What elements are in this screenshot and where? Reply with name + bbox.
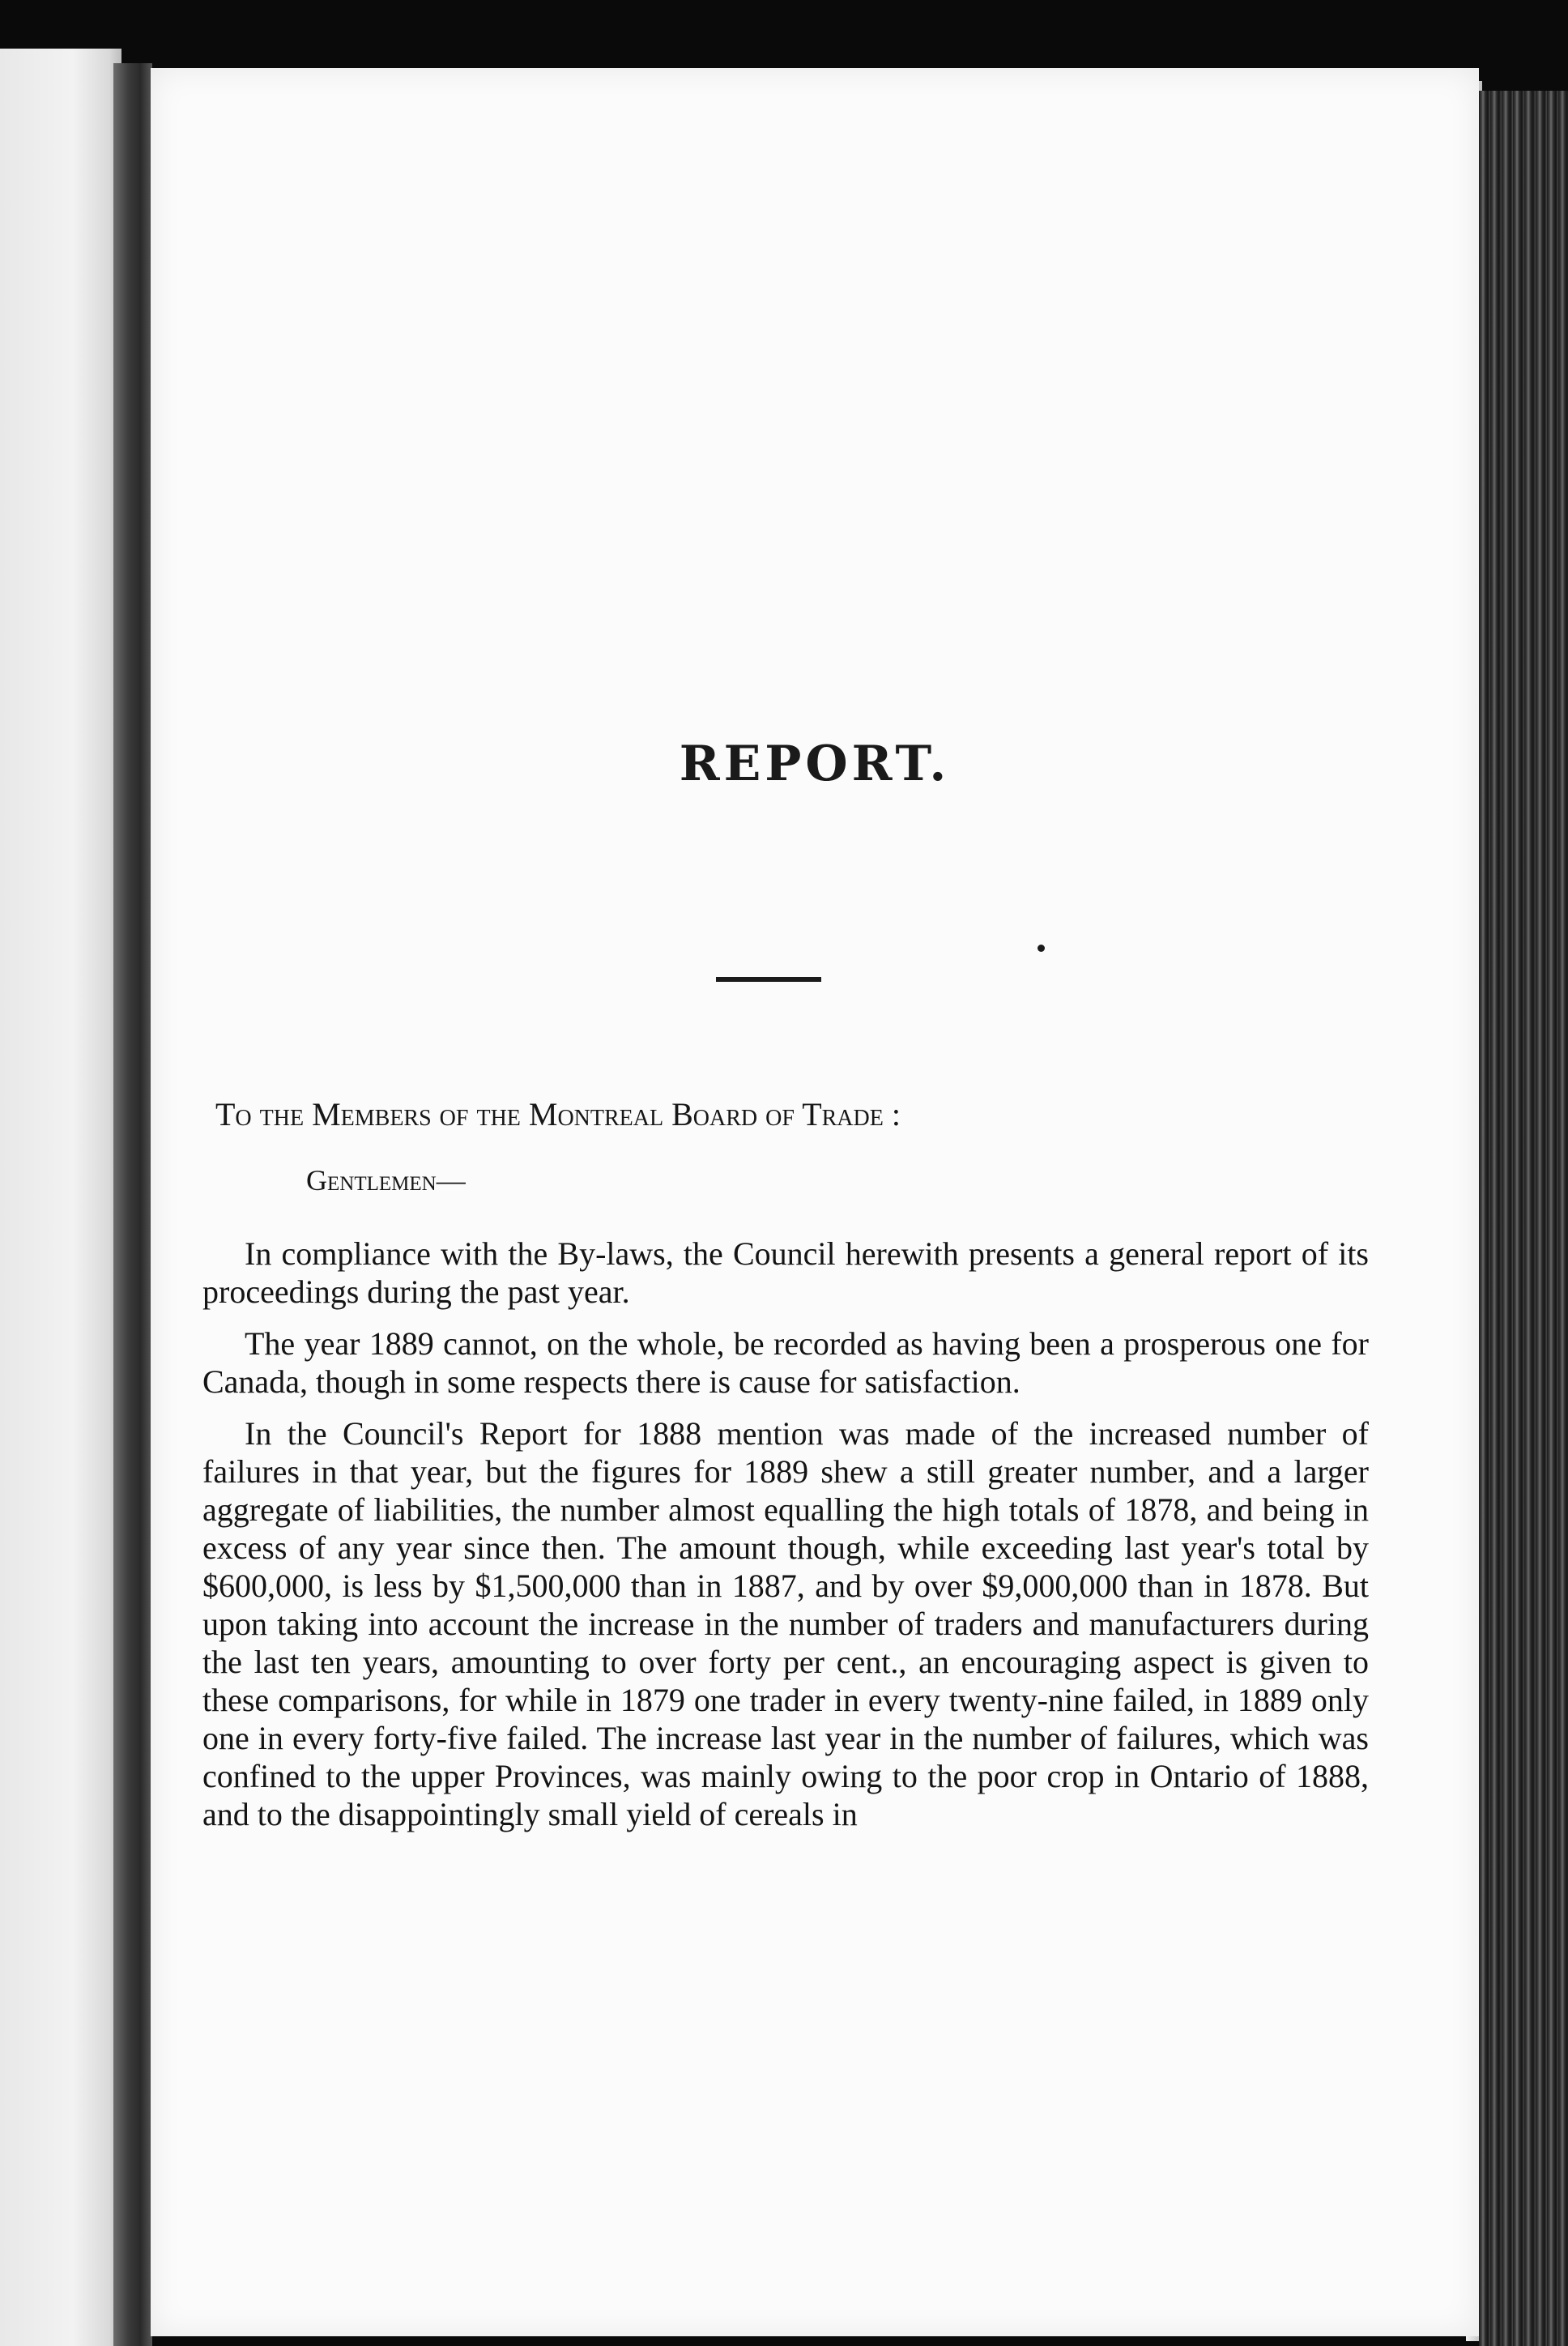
paragraph: The year 1889 cannot, on the whole, be recorded as having been a prosperous one for Canada, though in some respects there is cause for satisfaction. bbox=[202, 1325, 1369, 1400]
ink-speck bbox=[1038, 945, 1045, 952]
book-gutter bbox=[113, 63, 152, 2346]
facing-page-edge bbox=[0, 49, 121, 2346]
book-fore-edge bbox=[1479, 91, 1568, 2346]
page-title: REPORT. bbox=[679, 736, 951, 792]
salutation: To the Members of the Montreal Board of Trade : bbox=[215, 1096, 901, 1132]
paragraph: In the Council's Report for 1888 mention was made of the increased number of failures in that year, but the figures for 1889 shew a still greater number, and a larger aggregate of liabilities, the number almost equalling the high totals of 1878, and being in excess of any year since then. The amount though, while exceeding last year's total by $600,000, is less by $1,500,000 than in 1887, and by over $9,000,000 than in 1878. But upon taking into account the increase in the number of traders and manufacturers during the last ten years, amounting to over forty per cent., an encouraging aspect is given to these comparisons, for while in 1879 one trader in every twenty-nine failed, in 1889 only one in every forty-five failed. The increase last year in the number of failures, which was confined to the upper Provinces, was mainly owing to the poor crop in Ontario of 1888, and to the disappointingly small yield of cereals in bbox=[202, 1415, 1369, 1832]
report-body bbox=[202, 1235, 1369, 1847]
report-page bbox=[151, 68, 1479, 2336]
greeting: Gentlemen— bbox=[306, 1164, 466, 1196]
title-rule bbox=[716, 977, 821, 982]
paragraph: In compliance with the By-laws, the Council herewith presents a general report of its proceedings during the past year. bbox=[202, 1235, 1369, 1310]
